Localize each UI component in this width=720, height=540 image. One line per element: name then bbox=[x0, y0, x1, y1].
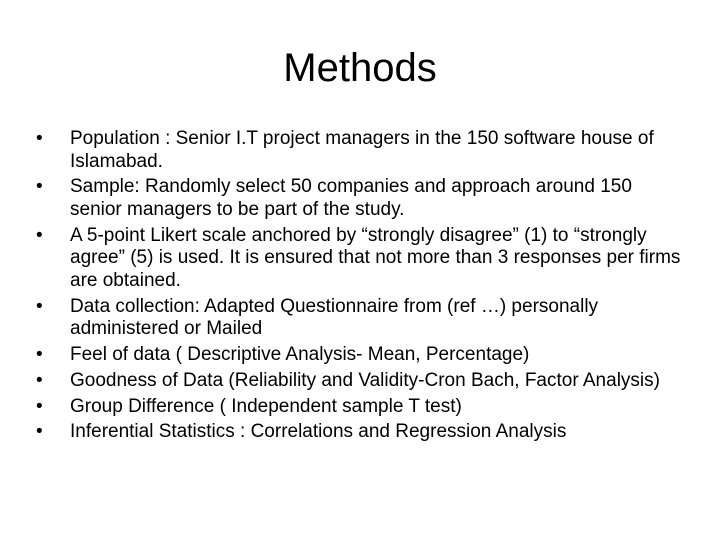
bullet-dot-icon: • bbox=[36, 369, 43, 391]
bullet-text: Inferential Statistics : Correlations and Regression Analysis bbox=[70, 421, 567, 443]
bullet-dot-icon: • bbox=[36, 344, 43, 366]
bullet-text: Group Difference ( Independent sample T test) bbox=[70, 395, 462, 417]
bullet-text: Feel of data ( Descriptive Analysis- Mean, Percentage) bbox=[70, 344, 530, 366]
bullet-dot-icon: • bbox=[36, 395, 43, 417]
bullet-dot-icon: • bbox=[36, 224, 43, 246]
bullet-dot-icon: • bbox=[36, 176, 43, 198]
slide-title: Methods bbox=[283, 46, 437, 90]
bullet-list bbox=[36, 128, 686, 447]
bullet-item-inferential-statistics bbox=[36, 421, 686, 444]
bullet-dot-icon: • bbox=[36, 128, 43, 149]
bullet-item-sample bbox=[36, 176, 686, 221]
bullet-item-feel-of-data bbox=[36, 344, 686, 367]
bullet-item-data-collection bbox=[36, 296, 686, 341]
bullet-dot-icon: • bbox=[36, 295, 43, 317]
bullet-text: A 5-point Likert scale anchored by “strongly disagree” (1) to “strongly agree” (5) is used. It is ensured that not more than 3 responses per firms are obtained. bbox=[70, 224, 681, 291]
bullet-item-likert-scale bbox=[36, 225, 686, 293]
bullet-item-group-difference bbox=[36, 396, 686, 419]
bullet-text: Goodness of Data (Reliability and Validity-Cron Bach, Factor Analysis) bbox=[70, 369, 660, 391]
bullet-item-population bbox=[36, 128, 686, 173]
bullet-text: Population : Senior I.T project managers in the 150 software house of Islamabad. bbox=[70, 128, 654, 172]
bullet-dot-icon: • bbox=[36, 421, 43, 443]
bullet-text: Data collection: Adapted Questionnaire from (ref …) personally administered or Mailed bbox=[70, 295, 599, 340]
bullet-text: Sample: Randomly select 50 companies and approach around 150 senior managers to be part of the study. bbox=[70, 176, 632, 220]
bullet-item-goodness-of-data bbox=[36, 370, 686, 393]
